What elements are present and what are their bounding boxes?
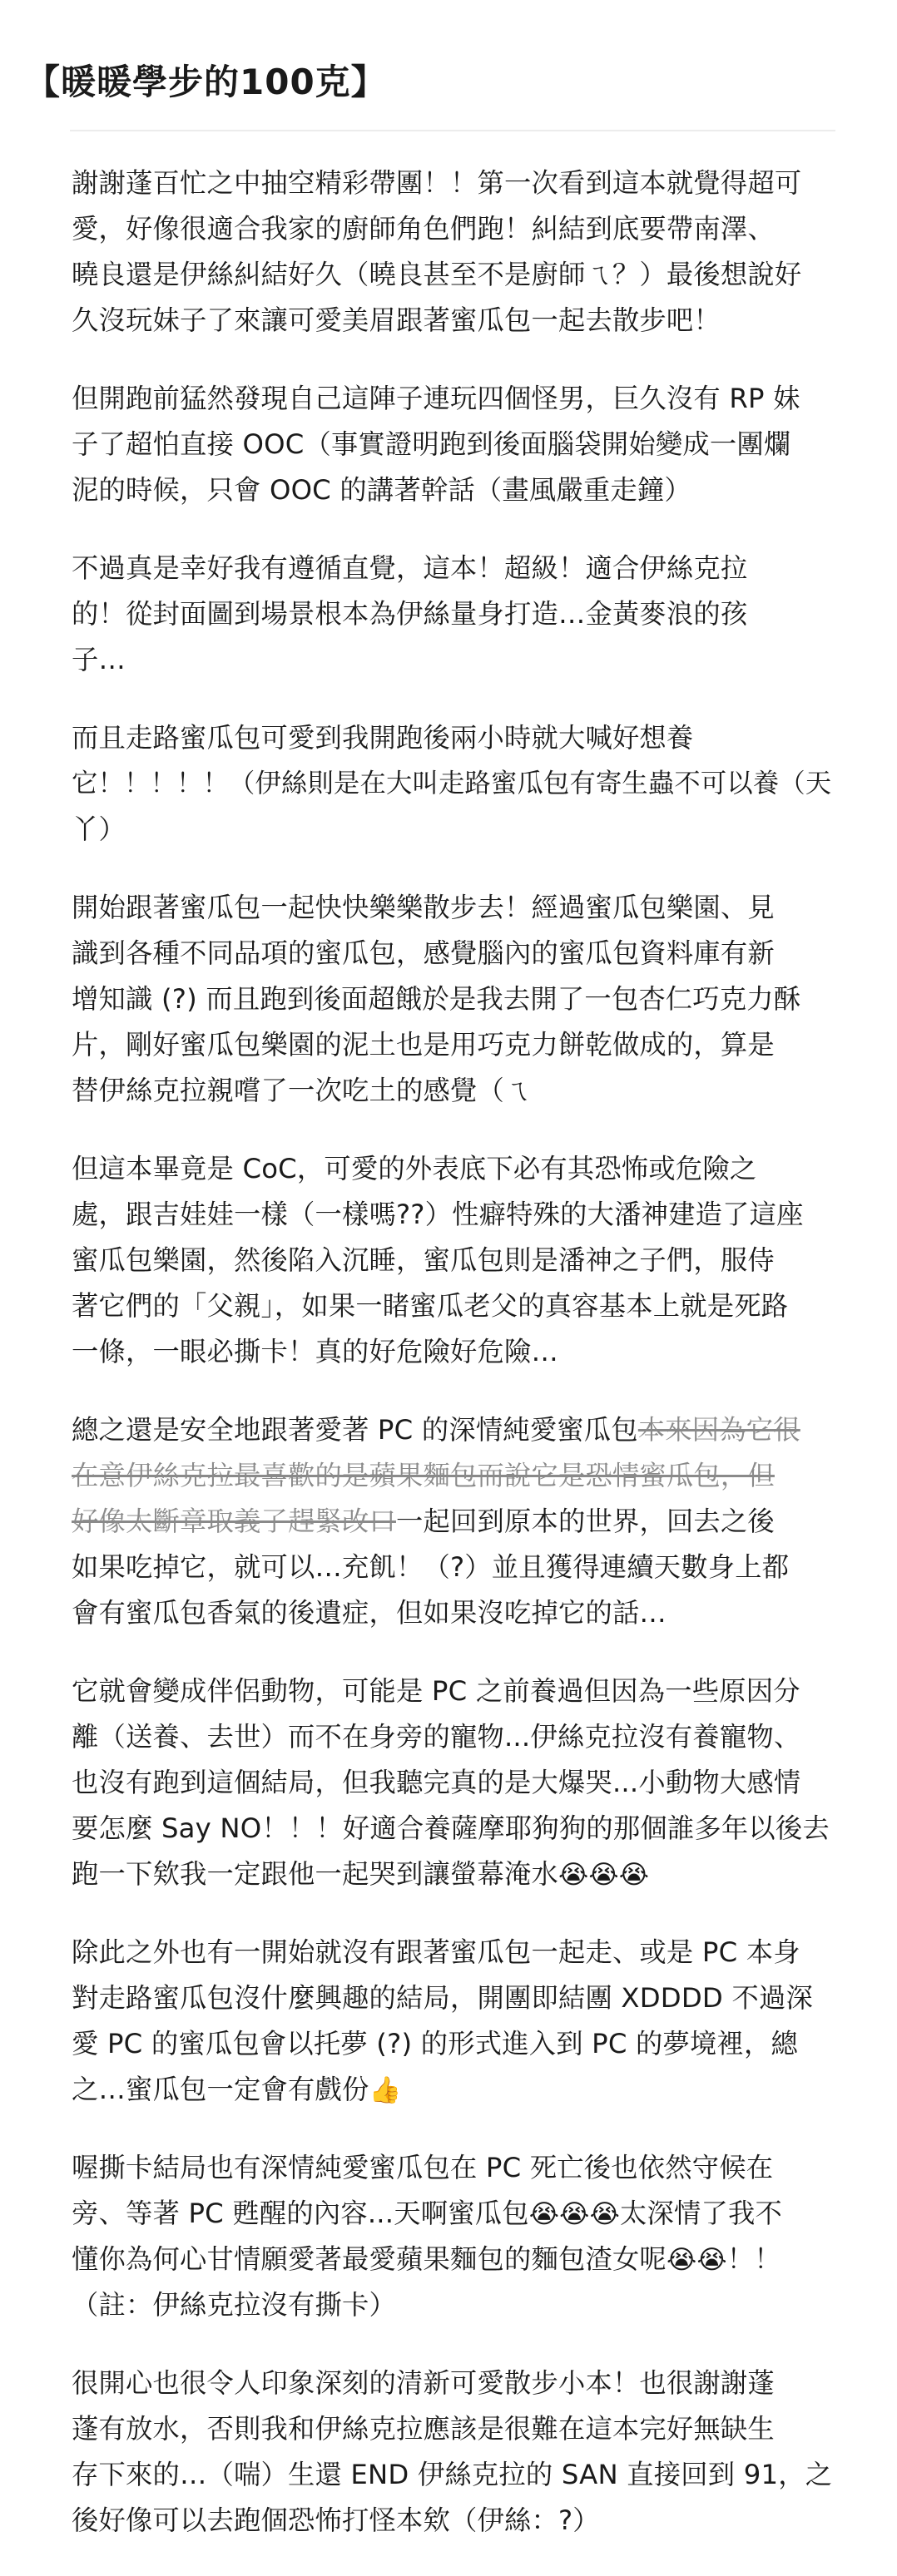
text-line: 片，剛好蜜瓜包樂園的泥土也是用巧克力餅乾做成的，算是 [72, 1029, 775, 1061]
text-line: 它就會變成伴侶動物，可能是 PC 之前養過但因為一些原因分 [72, 1675, 800, 1707]
text-line: 存下來的…（喘）生還 END 伊絲克拉的 SAN 直接回到 91，之 [72, 2459, 833, 2490]
text-line: 久沒玩妹子了來讓可愛美眉跟著蜜瓜包一起去散步吧！ [72, 304, 721, 336]
crying-face-emoji-icon: 😭😭 [666, 2245, 727, 2275]
text-line: （註：伊絲克拉沒有撕卡） [72, 2289, 396, 2321]
text-line: 但這本畢竟是 CoC，可愛的外表底下必有其恐怖或危險之 [72, 1153, 757, 1184]
text-line: 它！！！！！（伊絲則是在大叫走路蜜瓜包有寄生蟲不可以養（天 [72, 769, 832, 799]
text-line: 蓬有放水，否則我和伊絲克拉應該是很難在這本完好無缺生 [72, 2413, 775, 2445]
strikethrough-text: 在意伊絲克拉最喜歡的是蘋果麵包而說它是恐情蜜瓜包，但 [72, 1460, 775, 1491]
text-line: 要怎麼 Say NO！！！好適合養薩摩耶狗狗的那個誰多年以後去 [72, 1812, 830, 1844]
text-line: 蜜瓜包樂園，然後陷入沉睡，蜜瓜包則是潘神之子們，服侍 [72, 1244, 775, 1276]
text-segment: ！！ [726, 2243, 781, 2275]
text-line: 子… [72, 644, 126, 675]
paragraph-3 [72, 546, 837, 683]
text-line: 謝謝蓬百忙之中抽空精彩帶團！！第一次看到這本就覺得超可 [72, 167, 802, 199]
text-line: 丫） [72, 813, 126, 845]
strikethrough-text: 本來因為它很 [637, 1414, 800, 1446]
text-line: 很開心也很令人印象深刻的清新可愛散步小本！也很謝謝蓬 [72, 2367, 775, 2399]
paragraph-9 [72, 1930, 837, 2113]
text-line: 識到各種不同品項的蜜瓜包，感覺腦內的蜜瓜包資料庫有新 [72, 937, 775, 969]
text-line: 處，跟吉娃娃一樣（一樣嗎??）性癖特殊的大潘神建造了這座 [72, 1199, 804, 1230]
text-line: 但開跑前猛然發現自己這陣子連玩四個怪男，巨久沒有 RP 妹 [72, 383, 800, 414]
text-line: 替伊絲克拉親嚐了一次吃土的感覺（ㄟ [72, 1075, 532, 1106]
text-line: 會有蜜瓜包香氣的後遺症，但如果沒吃掉它的話… [72, 1597, 667, 1629]
article-title: 【暖暖學步的100克】 [25, 62, 387, 102]
paragraph-5 [72, 885, 837, 1114]
text-line: 子了超怕直接 OOC（事實證明跑到後面腦袋開始變成一團爛 [72, 428, 791, 460]
crying-face-emoji-icon: 😭😭😭 [528, 2199, 620, 2229]
text-line: 增知識 (?) 而且跑到後面超餓於是我去開了一包杏仁巧克力酥 [72, 983, 801, 1015]
paragraph-1 [72, 161, 837, 344]
text-line: 愛，好像很適合我家的廚師角色們跑！糾結到底要帶南澤、 [72, 213, 775, 245]
text-line [72, 1407, 837, 1453]
paragraph-10 [72, 2145, 837, 2328]
text-line [72, 2067, 837, 2113]
text-line: 除此之外也有一開始就沒有跟著蜜瓜包一起走、或是 PC 本身 [72, 1936, 800, 1968]
text-line [72, 2191, 837, 2237]
crying-face-emoji-icon: 😭😭😭 [558, 1860, 650, 1890]
text-line: 對走路蜜瓜包沒什麼興趣的結局，開團即結團 XDDDD 不過深 [72, 1982, 813, 2014]
text-line: 離（送養、去世）而不在身旁的寵物...伊絲克拉沒有養寵物、 [72, 1721, 801, 1753]
text-line: 一條，一眼必撕卡！真的好危險好危險… [72, 1336, 558, 1367]
paragraph-11 [72, 2361, 837, 2544]
paragraph-6 [72, 1146, 837, 1375]
paragraph-4 [72, 715, 837, 853]
text-segment: 太深情了我不 [620, 2198, 782, 2229]
text-segment: 總之還是安全地跟著愛著 PC 的深情純愛蜜瓜包 [72, 1414, 638, 1446]
text-line [72, 1852, 837, 1897]
text-segment: 跑一下欸我一定跟他一起哭到讓螢幕淹水 [72, 1858, 558, 1890]
text-line: 後好像可以去跑個恐怖打怪本欸（伊絲：?） [72, 2504, 600, 2536]
text-segment: 之…蜜瓜包一定會有戲份 [72, 2074, 369, 2105]
paragraph-7 [72, 1407, 837, 1636]
strikethrough-text: 好像太斷章取義了趕緊改口 [72, 1506, 396, 1537]
paragraph-2 [72, 376, 837, 513]
text-line: 如果吃掉它，就可以…充飢！（?）並且獲得連續天數身上都 [72, 1551, 790, 1583]
text-line: 也沒有跑到這個結局，但我聽完真的是大爆哭...小動物大感情 [72, 1767, 801, 1798]
text-line [72, 1499, 837, 1545]
text-line: 曉良還是伊絲糾結好久（曉良甚至不是廚師ㄟ？）最後想說好 [72, 259, 802, 290]
paragraph-8 [72, 1669, 837, 1897]
text-segment: 懂你為何心甘情願愛著最愛蘋果麵包的麵包渣女呢 [72, 2243, 667, 2275]
text-line [72, 1453, 837, 1499]
text-segment: 旁、等著 PC 甦醒的內容...天啊蜜瓜包 [72, 2198, 529, 2229]
title-divider [70, 130, 835, 131]
text-line: 泥的時候，只會 OOC 的講著幹話（畫風嚴重走鐘） [72, 474, 691, 506]
text-line: 不過真是幸好我有遵循直覺，這本！超級！適合伊絲克拉 [72, 552, 748, 584]
text-segment: 一起回到原本的世界，回去之後 [395, 1506, 775, 1537]
text-line [72, 2237, 837, 2282]
text-line: 開始跟著蜜瓜包一起快快樂樂散步去！經過蜜瓜包樂園、見 [72, 892, 775, 923]
text-line: 著它們的「父親」，如果一睹蜜瓜老父的真容基本上就是死路 [72, 1290, 789, 1322]
text-line: 而且走路蜜瓜包可愛到我開跑後兩小時就大喊好想養 [72, 722, 694, 754]
text-line: 喔撕卡結局也有深情純愛蜜瓜包在 PC 死亡後也依然守候在 [72, 2152, 774, 2183]
thumbs-up-emoji-icon: 👍 [369, 2075, 402, 2105]
text-line: 愛 PC 的蜜瓜包會以托夢 (?) 的形式進入到 PC 的夢境裡，總 [72, 2028, 799, 2059]
article-body [72, 161, 837, 2576]
text-line: 的！從封面圖到場景根本為伊絲量身打造…金黃麥浪的孩 [72, 598, 748, 630]
